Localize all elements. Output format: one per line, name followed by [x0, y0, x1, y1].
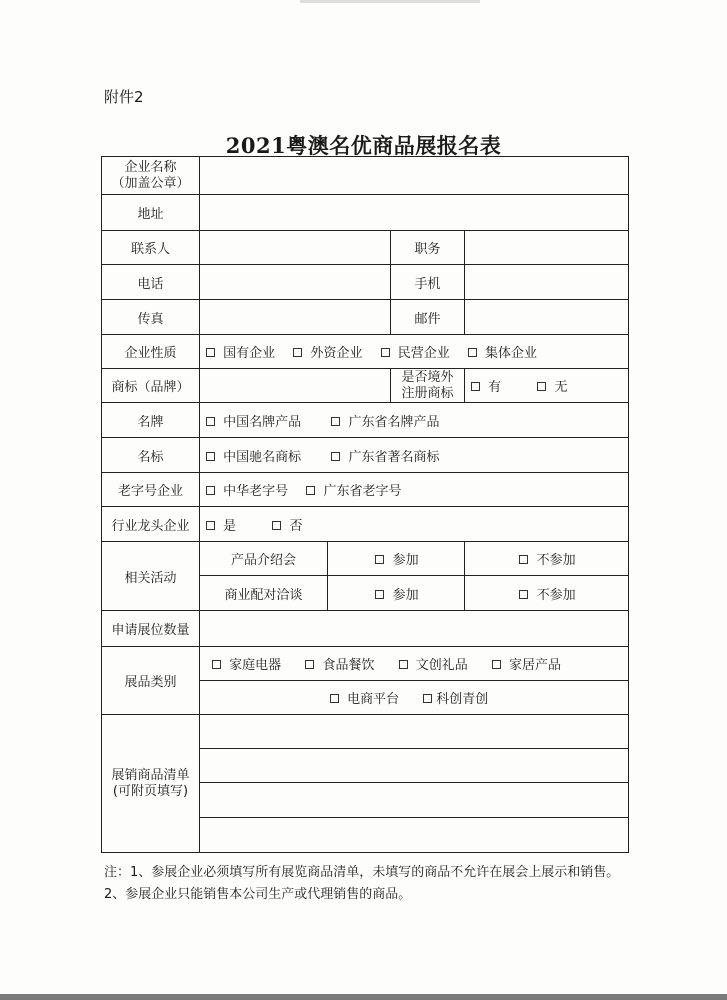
- product-list-line[interactable]: [200, 715, 629, 749]
- famous-brand-option[interactable]: 广东省名牌产品: [329, 411, 439, 430]
- registration-form: [101, 156, 629, 853]
- phone-label: 电话: [102, 265, 200, 300]
- activity-intro-label: 产品介绍会: [200, 542, 328, 576]
- checkbox-icon: [206, 348, 215, 357]
- attachment-label: 附件2: [104, 88, 144, 106]
- checkbox-icon: [519, 590, 528, 599]
- famous-mark-option[interactable]: 广东省著名商标: [329, 446, 439, 465]
- email-field[interactable]: [465, 300, 629, 335]
- leader-options: [200, 507, 629, 542]
- old-brand-option[interactable]: 中华老字号: [204, 480, 288, 499]
- famous-brand-options: [200, 403, 629, 438]
- fax-field[interactable]: [200, 300, 391, 335]
- category-option[interactable]: 科创青创: [421, 688, 488, 707]
- leader-label: 行业龙头企业: [102, 507, 200, 542]
- activities-label: 相关活动: [102, 542, 200, 611]
- scan-edge: [0, 994, 727, 1000]
- mobile-field[interactable]: [465, 265, 629, 300]
- phone-field[interactable]: [200, 265, 391, 300]
- activity-matching-attend[interactable]: 参加: [328, 576, 465, 611]
- checkbox-icon: [305, 660, 314, 669]
- famous-mark-label: 名标: [102, 438, 200, 473]
- mobile-label: 手机: [391, 265, 465, 300]
- checkbox-icon: [293, 348, 302, 357]
- overseas-yes[interactable]: 有: [469, 376, 501, 395]
- contact-field[interactable]: [200, 231, 391, 265]
- activity-intro-not-attend[interactable]: 不参加: [465, 542, 629, 576]
- checkbox-icon: [331, 452, 340, 461]
- checkbox-icon: [492, 660, 501, 669]
- activity-intro-attend[interactable]: 参加: [328, 542, 465, 576]
- category-option[interactable]: 食品餐饮: [303, 654, 374, 673]
- activity-matching-not-attend[interactable]: 不参加: [465, 576, 629, 611]
- overseas-options: [465, 369, 629, 403]
- company-name-field[interactable]: [200, 157, 629, 195]
- checkbox-icon: [331, 417, 340, 426]
- position-label: 职务: [391, 231, 465, 265]
- product-list-label: 展销商品清单 (可附页填写): [102, 715, 200, 853]
- checkbox-icon: [206, 486, 215, 495]
- fax-label: 传真: [102, 300, 200, 335]
- checkbox-icon: [468, 348, 477, 357]
- nature-option[interactable]: 国有企业: [204, 342, 275, 361]
- checkbox-icon: [212, 660, 221, 669]
- category-option[interactable]: 家居产品: [490, 654, 561, 673]
- famous-brand-option[interactable]: 中国名牌产品: [204, 411, 301, 430]
- checkbox-icon: [206, 417, 215, 426]
- footnote: 注：1、参展企业必须填写所有展览商品清单，未填写的商品不允许在展会上展示和销售。2、参展企业只能销售本公司生产或代理销售的商品。: [104, 865, 620, 902]
- trademark-label: 商标（品牌）: [102, 369, 200, 403]
- checkbox-icon: [272, 521, 281, 530]
- category-option[interactable]: 电商平台: [328, 688, 399, 707]
- famous-mark-options: [200, 438, 629, 473]
- checkbox-icon: [306, 486, 315, 495]
- nature-option[interactable]: 集体企业: [466, 342, 537, 361]
- old-brand-label: 老字号企业: [102, 473, 200, 507]
- product-list-line[interactable]: [200, 783, 629, 818]
- checkbox-icon: [519, 555, 528, 564]
- checkbox-icon: [399, 660, 408, 669]
- old-brand-options: [200, 473, 629, 507]
- overseas-no[interactable]: 无: [535, 376, 567, 395]
- email-label: 邮件: [391, 300, 465, 335]
- old-brand-option[interactable]: 广东省老字号: [304, 480, 401, 499]
- leader-yes[interactable]: 是: [204, 515, 236, 534]
- activity-matching-label: 商业配对洽谈: [200, 576, 328, 611]
- nature-option[interactable]: 民营企业: [379, 342, 450, 361]
- address-field[interactable]: [200, 195, 629, 231]
- category-options-row2: [200, 681, 629, 715]
- product-list-line[interactable]: [200, 749, 629, 783]
- category-options-row1: [200, 647, 629, 681]
- checkbox-icon: [375, 555, 384, 564]
- category-label: 展品类别: [102, 647, 200, 715]
- booth-count-field[interactable]: [200, 611, 629, 647]
- scan-artifact: [300, 0, 480, 3]
- famous-mark-option[interactable]: 中国驰名商标: [204, 446, 301, 465]
- company-name-label: 企业名称 （加盖公章）: [102, 157, 200, 195]
- overseas-label: 是否境外 注册商标: [391, 369, 465, 403]
- booth-count-label: 申请展位数量: [102, 611, 200, 647]
- nature-options: [200, 335, 629, 369]
- checkbox-icon: [423, 694, 432, 703]
- contact-label: 联系人: [102, 231, 200, 265]
- checkbox-icon: [206, 521, 215, 530]
- leader-no[interactable]: 否: [270, 515, 302, 534]
- trademark-field[interactable]: [200, 369, 391, 403]
- form-title: 2021粤澳名优商品展报名表: [225, 133, 502, 158]
- checkbox-icon: [375, 590, 384, 599]
- checkbox-icon: [330, 694, 339, 703]
- checkbox-icon: [381, 348, 390, 357]
- nature-option[interactable]: 外资企业: [291, 342, 362, 361]
- checkbox-icon: [206, 452, 215, 461]
- famous-brand-label: 名牌: [102, 403, 200, 438]
- category-option[interactable]: 家庭电器: [210, 654, 281, 673]
- position-field[interactable]: [465, 231, 629, 265]
- checkbox-icon: [471, 382, 480, 391]
- product-list-line[interactable]: [200, 818, 629, 853]
- category-option[interactable]: 文创礼品: [397, 654, 468, 673]
- nature-label: 企业性质: [102, 335, 200, 369]
- checkbox-icon: [537, 382, 546, 391]
- address-label: 地址: [102, 195, 200, 231]
